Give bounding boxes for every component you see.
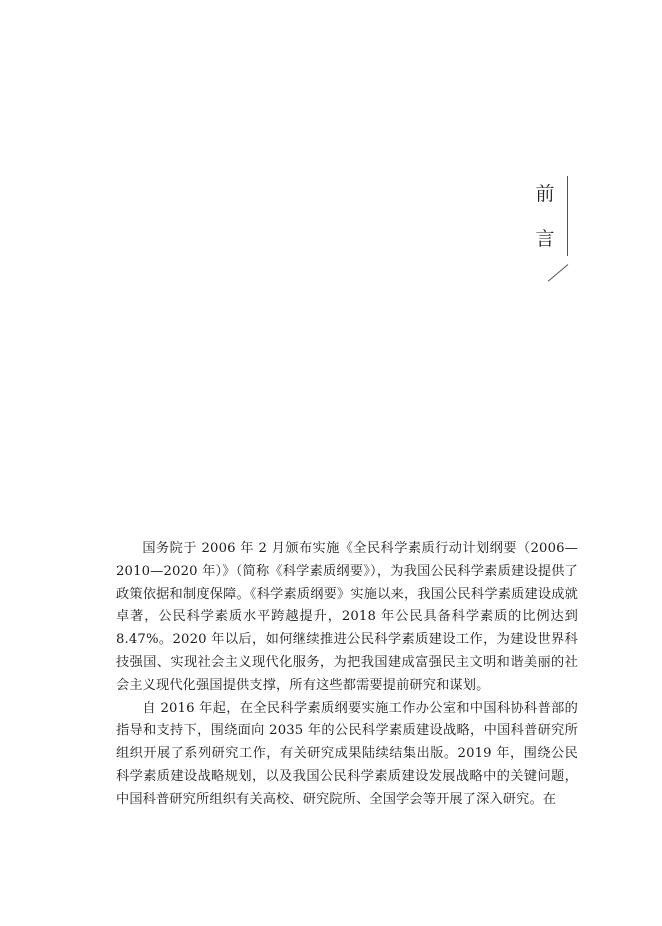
preface-heading bbox=[532, 176, 572, 268]
heading-char-qian: 前 bbox=[535, 183, 555, 205]
heading-char-yan: 言 bbox=[535, 228, 555, 250]
paragraph-2: 自 2016 年起，在全民科学素质纲要实施工作办公室和中国科协科普部的指导和支持下，围绕面向 2035 年的公民科学素质建设战略，中国科普研究所组织开展了系列研究工作，有关研究成果陆续结集出版。2019 年，围绕公民科学素质建设战略规划，以及我国公民科学素质建设发展战略中的关键问题，中国科普研究所组织有关高校、研究院所、全国学会等开展了深入研究。在 bbox=[116, 700, 578, 807]
preface-body bbox=[116, 538, 578, 812]
paragraph-1: 国务院于 2006 年 2 月颁布实施《全民科学素质行动计划纲要（2006—2010—2020 年）》（简称《科学素质纲要》），为我国公民科学素质建设提供了政策依据和制度保障。《科学素质纲要》实施以来，我国公民科学素质建设成就卓著，公民科学素质水平跨越提升，2018 年公民具备科学素质的比例达到 8.47%。2020 年以后，如何继续推进公民科学素质建设工作，为建设世界科技强国、实现社会主义现代化服务，为把我国建成富强民主文明和谐美丽的社会主义现代化强国提供支撑，所有这些都需要提前研究和谋划。 bbox=[116, 541, 578, 693]
heading-vertical-rule bbox=[567, 176, 568, 256]
heading-rule-tail bbox=[548, 264, 569, 281]
